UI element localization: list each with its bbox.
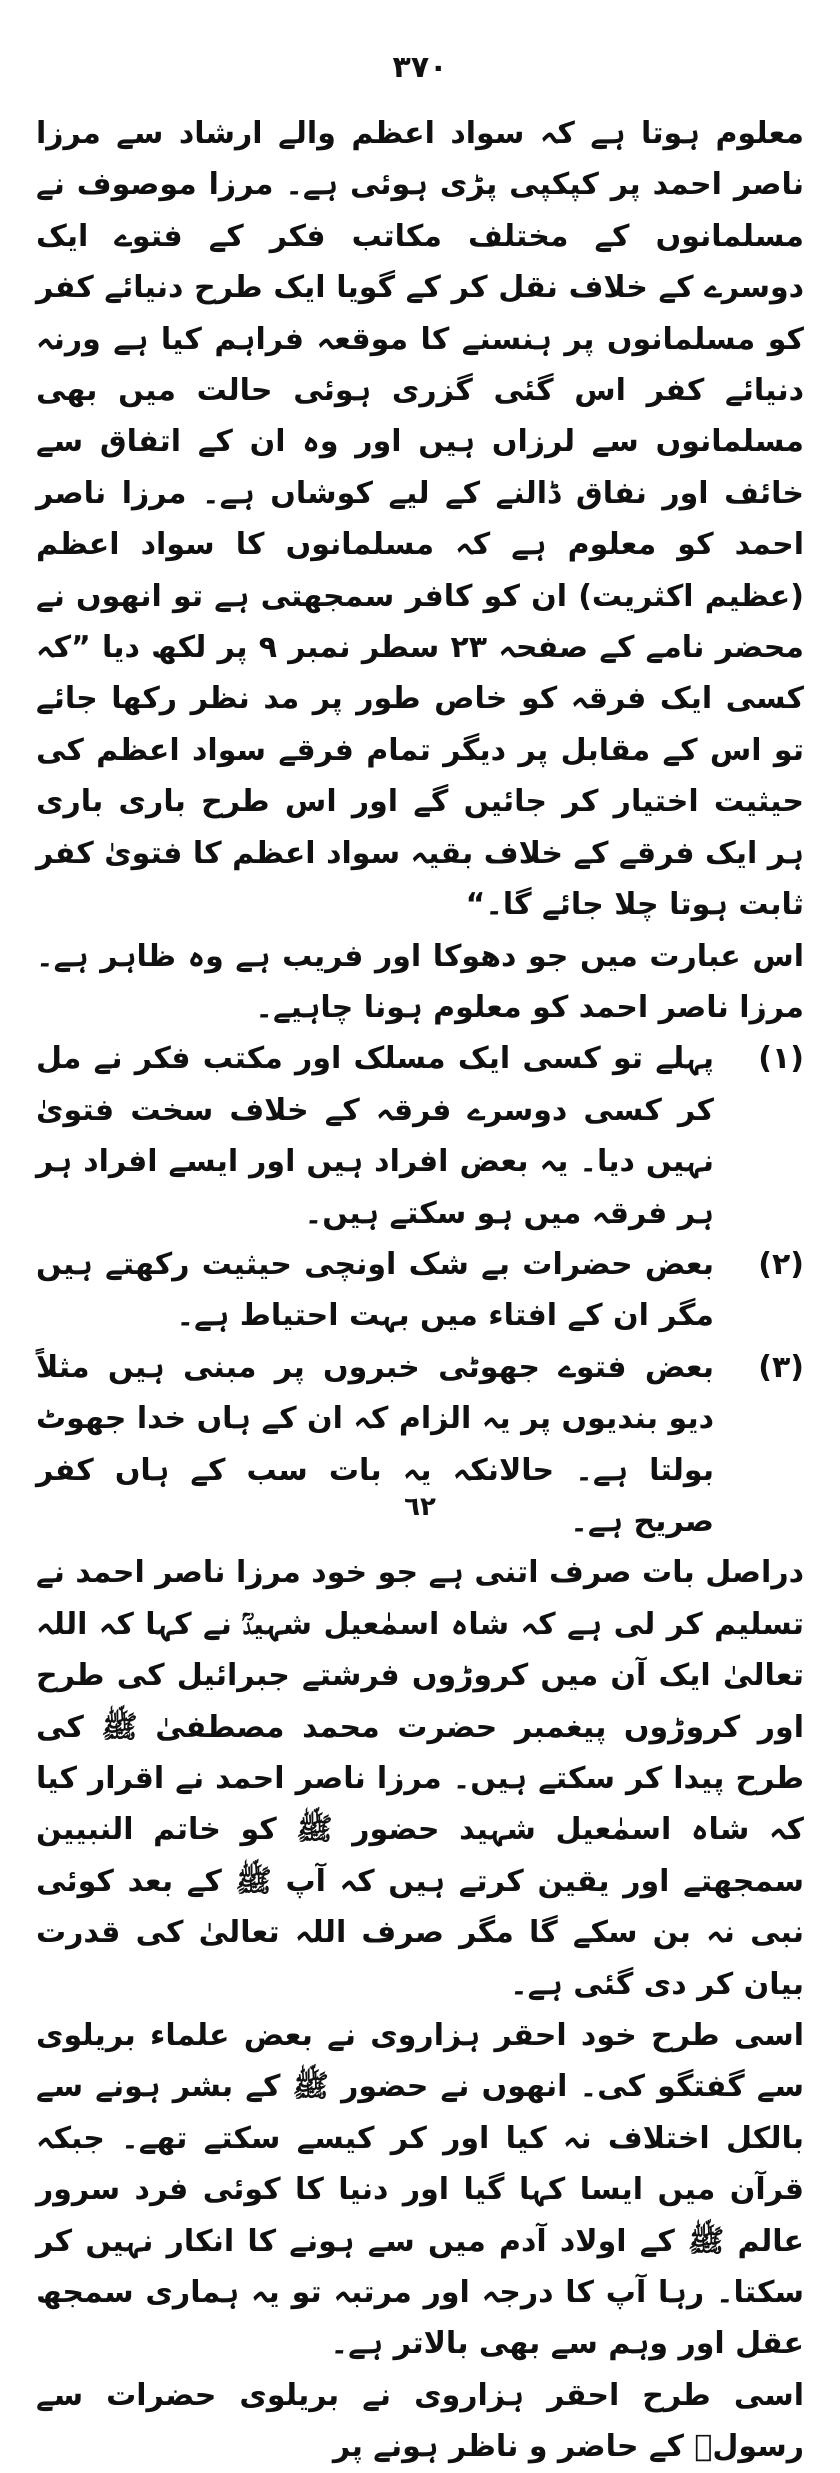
item-text: بعض فتوے جھوٹی خبروں پر مبنی ہیں مثلاً دیو بندیوں پر یہ الزام کہ ان کے ہاں خدا جھوٹ بولتا ہے۔ حالانکہ یہ بات سب کے ہاں کفر صریح ہے۔: [36, 1349, 714, 1539]
item-number: (۳): [758, 1349, 804, 1385]
item-text: بعض حضرات بے شک اونچی حیثیت رکھتے ہیں مگر ان کے افتاء میں بہت احتیاط ہے۔: [36, 1246, 714, 1334]
numbered-item-1: [36, 1033, 804, 1239]
numbered-item-2: [36, 1239, 804, 1342]
item-text: پہلے تو کسی ایک مسلک اور مکتب فکر نے مل کر کسی دوسرے فرقہ کے خلاف سخت فتویٰ نہیں دیا۔ یہ بعض افراد ہیں اور ایسے افراد ہر ہر فرقہ میں ہو سکتے ہیں۔: [36, 1041, 714, 1231]
item-number: (۲): [758, 1246, 804, 1282]
paragraph-intro: معلوم ہوتا ہے کہ سواد اعظم والے ارشاد سے مرزا ناصر احمد پر کپکپی پڑی ہوئی ہے۔ مرزا موصوف نے مسلمانوں کے مختلف مکاتب فکر کے فتوے ایک دوسرے کے خلاف نقل کر کے گویا ایک طرح دنیائے کفر کو مسلمانوں پر ہنسنے کا موقعہ فراہم کیا ہے ورنہ دنیائے کفر اس گئی گزری ہوئی حالت میں بھی مسلمانوں سے لرزاں ہیں اور وہ ان کے اتفاق سے خائف اور نفاق ڈالنے کے لیے کوشاں ہے۔ مرزا ناصر احمد کو معلوم ہے کہ مسلمانوں کا سواد اعظم (عظیم اکثریت) ان کو کافر سمجھتی ہے تو انھوں نے محضر نامے کے صفحہ ۲۳ سطر نمبر ۹ پر لکھ دیا ”کہ کسی ایک فرقہ کو خاص طور پر مد نظر رکھا جائے تو اس کے مقابل پر دیگر تمام فرقے سواد اعظم کی حیثیت اختیار کر جائیں گے اور اس طرح باری باری ہر ایک فرقے کے خلاف بقیہ سواد اعظم کا فتویٰ کفر ثابت ہوتا چلا جائے گا۔“: [36, 116, 805, 923]
paragraph-bareilvi-conversation: اسی طرح خود احقر ہزاروی نے بعض علماء بریلوی سے گفتگو کی۔ انھوں نے حضور ﷺ کے بشر ہونے سے بالکل اختلاف نہ کیا اور کر کیسے سکتے تھے۔ جبکہ قرآن میں ایسا کہا گیا اور دنیا کا کوئی فرد سرور عالم ﷺ کے اولاد آدم میں سے ہونے کا انکار نہیں کر سکتا۔ رہا آپ کا درجہ اور مرتبہ تو یہ ہماری سمجھ عقل اور وہم سے بھی بالاتر ہے۔: [36, 2018, 804, 2362]
page-top-number: ٣٧٠: [392, 50, 448, 85]
page-body: [36, 108, 804, 2473]
page-bottom-number: ٦٢: [404, 1492, 436, 1522]
paragraph-shah-ismail: دراصل بات صرف اتنی ہے جو خود مرزا ناصر احمد نے تسلیم کر لی ہے کہ شاہ اسمٰعیل شہیدؒ نے کہا کہ اللہ تعالیٰ ایک آن میں کروڑوں فرشتے جبرائیل کی طرح اور کروڑوں پیغمبر حضرت محمد مصطفیٰ ﷺ کی طرح پیدا کر سکتے ہیں۔ مرزا ناصر احمد نے اقرار کیا کہ شاہ اسمٰعیل شہید حضور ﷺ کو خاتم النبیین سمجھتے اور یقین کرتے ہیں کہ آپ ﷺ کے بعد کوئی نبی نہ بن سکے گا مگر صرف اللہ تعالیٰ کی قدرت بیان کر دی گئی ہے۔: [36, 1555, 804, 2002]
paragraph-deception: اس عبارت میں جو دھوکا اور فریب ہے وہ ظاہر ہے۔ مرزا ناصر احمد کو معلوم ہونا چاہیے۔: [36, 938, 804, 1025]
paragraph-hazir-nazir: اسی طرح احقر ہزاروی نے بریلوی حضرات سے رسولؐ کے حاضر و ناظر ہونے پر: [36, 2377, 804, 2465]
item-number: (۱): [758, 1041, 804, 1077]
